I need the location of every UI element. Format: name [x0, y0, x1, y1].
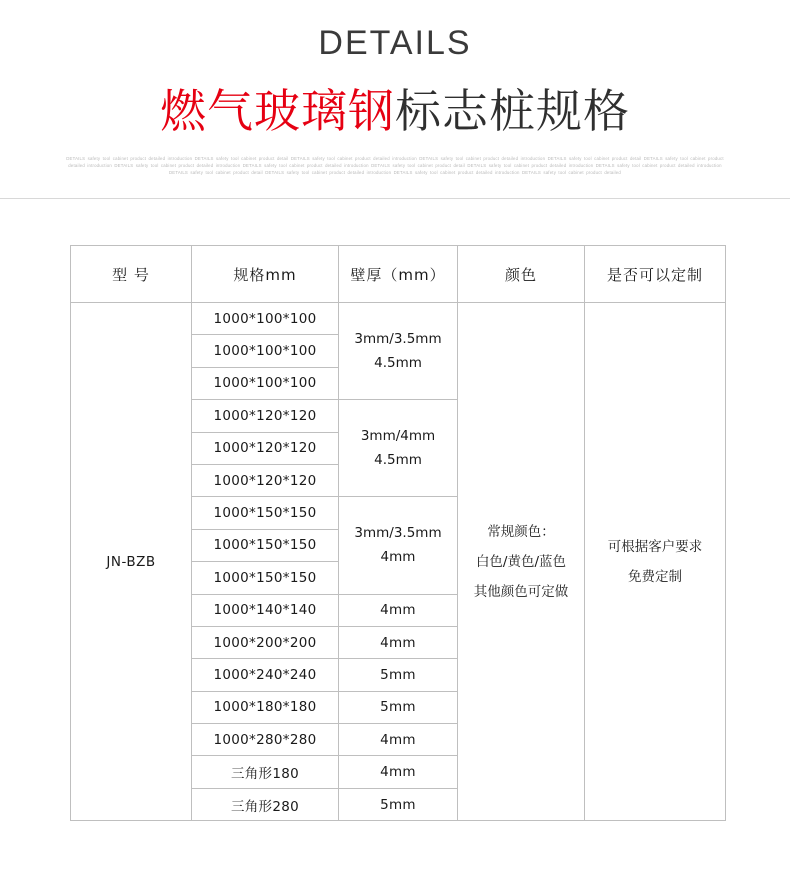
cell-spec: 1000*120*120 [192, 432, 339, 464]
th-wall-thickness: 壁厚（mm） [339, 246, 458, 303]
spec-table-head [71, 246, 726, 303]
header-divider [0, 198, 790, 199]
page-header [0, 0, 790, 199]
cell-wall-group-1 [339, 303, 458, 400]
th-model: 型 号 [71, 246, 192, 303]
table-header-row [71, 246, 726, 303]
decorative-micro-text: DETAILS safety tool cabinet product detailed introduction DETAILS safety tool cabinet product detail DETAILS safety tool cabinet product detailed introduction DETAILS safety tool cabinet product detailed introduction DETAILS safety tool cabinet product detail DETAILS safety tool cabinet product detailed introduction DETAILS safety tool cabinet product detailed introduction DETAILS safety tool cabinet product detailed introduction DETAILS safety tool cabinet product detail DETAILS safety tool cabinet product detailed introduction DETAILS safety tool cabinet product detailed introduction DETAILS safety tool cabinet product detail DETAILS safety tool cabinet product detailed introduction DETAILS safety tool cabinet product detailed introduction DETAILS safety tool cabinet product detailed [66, 156, 724, 175]
wall-group-3-line2: 4mm [380, 549, 416, 566]
table-row [71, 303, 726, 335]
wall-group-1-line1: 3mm/3.5mm [354, 331, 442, 348]
wall-group-3-line1: 3mm/3.5mm [354, 525, 442, 542]
cell-spec: 1000*150*150 [192, 562, 339, 594]
spec-table [70, 245, 726, 821]
cell-spec: 1000*120*120 [192, 400, 339, 432]
color-line-3: 其他颜色可定做 [473, 583, 569, 600]
cell-wall-thickness: 4mm [339, 594, 458, 626]
custom-line-1: 可根据客户要求 [607, 538, 703, 555]
cell-wall-group-3 [339, 497, 458, 594]
color-line-1: 常规颜色： [487, 523, 555, 540]
spec-table-wrapper [70, 245, 720, 821]
cell-wall-thickness: 4mm [339, 626, 458, 658]
cell-spec: 1000*140*140 [192, 594, 339, 626]
cell-wall-thickness: 5mm [339, 788, 458, 820]
cell-wall-group-2 [339, 400, 458, 497]
wall-group-1-line2: 4.5mm [374, 355, 422, 372]
page-title-rest: 标志桩规格 [395, 84, 630, 138]
th-spec: 规格mm [192, 246, 339, 303]
cell-spec: 1000*180*180 [192, 691, 339, 723]
custom-line-2: 免费定制 [628, 568, 682, 585]
cell-wall-thickness: 4mm [339, 756, 458, 788]
cell-spec: 1000*150*150 [192, 529, 339, 561]
spec-table-body [71, 303, 726, 821]
cell-customizable [585, 303, 726, 821]
cell-wall-thickness: 4mm [339, 724, 458, 756]
header-english-title: DETAILS [318, 24, 472, 62]
th-color: 颜色 [458, 246, 585, 303]
th-customizable: 是否可以定制 [585, 246, 726, 303]
cell-spec: 三角形180 [192, 756, 339, 788]
cell-spec: 1000*200*200 [192, 626, 339, 658]
page-title [0, 75, 790, 141]
cell-model: JN-BZB [71, 303, 192, 821]
cell-wall-thickness: 5mm [339, 659, 458, 691]
wall-group-2-line2: 4.5mm [374, 452, 422, 469]
cell-spec: 1000*280*280 [192, 724, 339, 756]
cell-spec: 1000*150*150 [192, 497, 339, 529]
wall-group-2-line1: 3mm/4mm [360, 428, 436, 445]
cell-spec: 1000*100*100 [192, 335, 339, 367]
color-line-2: 白色/黄色/蓝色 [475, 553, 567, 570]
cell-wall-thickness: 5mm [339, 691, 458, 723]
cell-spec: 1000*100*100 [192, 303, 339, 335]
cell-spec: 1000*100*100 [192, 367, 339, 399]
cell-color [458, 303, 585, 821]
page-title-highlight: 燃气玻璃钢 [160, 84, 395, 138]
cell-spec: 三角形280 [192, 788, 339, 820]
cell-spec: 1000*120*120 [192, 464, 339, 496]
cell-spec: 1000*240*240 [192, 659, 339, 691]
